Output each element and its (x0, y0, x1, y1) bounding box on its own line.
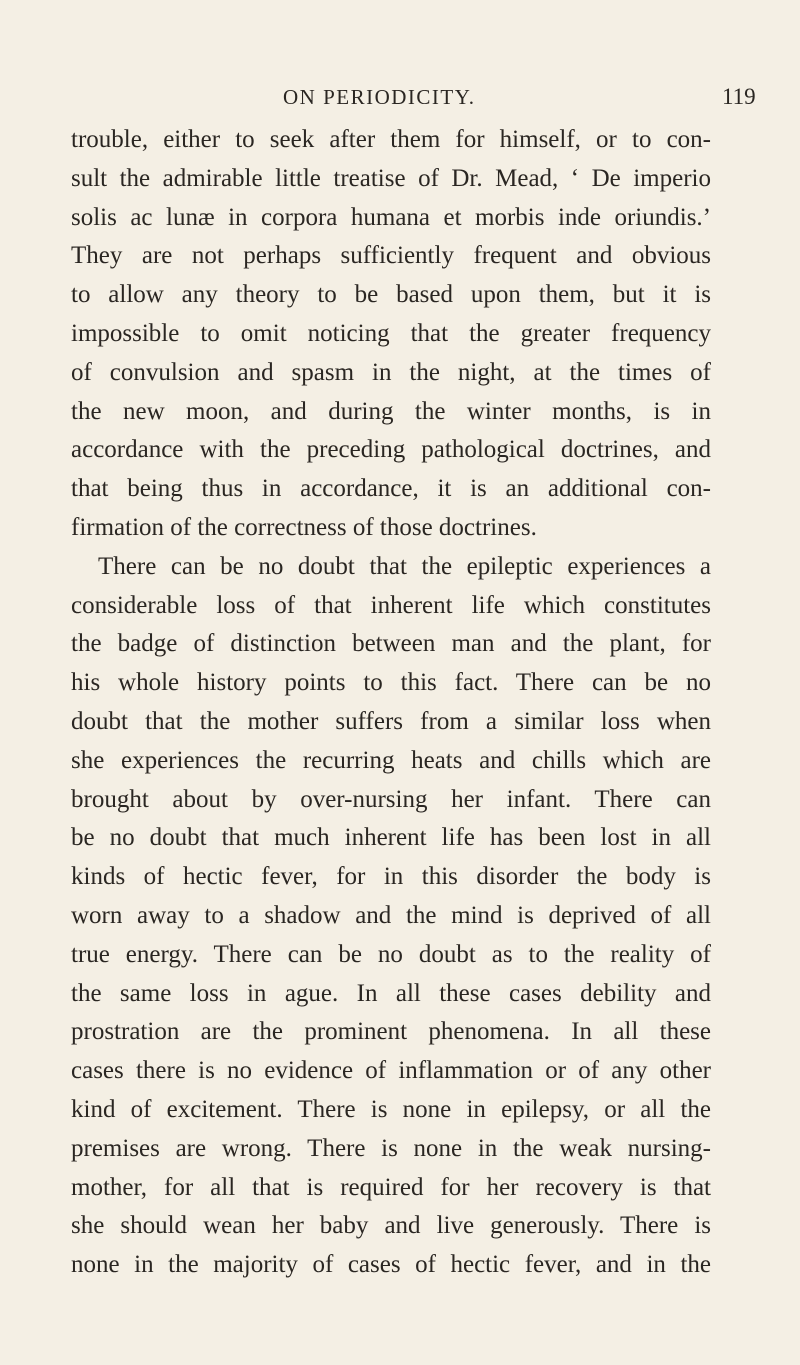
text-line: that being thus in accordance, it is an additional con- (71, 475, 711, 503)
text-line: she should wean her baby and live generously. There is (71, 1212, 711, 1240)
text-line: the same loss in ague. In all these cases debility and (71, 979, 711, 1007)
text-line: kind of excitement. There is none in epilepsy, or all the (71, 1095, 711, 1123)
text-line: sult the admirable little treatise of Dr. Mead, ‘ De imperio (71, 164, 711, 192)
text-line: worn away to a shadow and the mind is deprived of all (71, 901, 711, 929)
running-header (0, 80, 800, 114)
running-title: ON PERIODICITY. (283, 85, 476, 109)
text-line: impossible to omit noticing that the greater frequency (71, 319, 711, 347)
text-line: brought about by over-nursing her infant. There can (71, 785, 711, 813)
text-line: his whole history points to this fact. There can be no (71, 669, 711, 697)
text-line: the new moon, and during the winter months, is in (71, 397, 711, 425)
page-number: 119 (722, 84, 756, 109)
text-line: prostration are the prominent phenomena. In all these (71, 1018, 711, 1046)
text-line: of convulsion and spasm in the night, at the times of (71, 358, 711, 386)
body-text (71, 121, 711, 1285)
text-line: mother, for all that is required for her recovery is that (71, 1173, 711, 1201)
text-line: be no doubt that much inherent life has been lost in all (71, 824, 711, 852)
text-line: trouble, either to seek after them for himself, or to con- (71, 126, 711, 153)
text-line: cases there is no evidence of inflammation or of any other (71, 1057, 711, 1085)
text-line: premises are wrong. There is none in the weak nursing- (71, 1134, 711, 1162)
text-line: doubt that the mother suffers from a similar loss when (71, 707, 711, 735)
text-line: considerable loss of that inherent life which constitutes (71, 591, 711, 619)
text-line: solis ac lunæ in corpora humana et morbis inde oriundis.’ (71, 203, 711, 231)
text-line: accordance with the preceding pathological doctrines, and (71, 436, 711, 464)
text-line: firmation of the correctness of those doctrines. (71, 513, 537, 541)
text-line: she experiences the recurring heats and chills which are (71, 746, 711, 774)
text-line: true energy. There can be no doubt as to the reality of (71, 940, 711, 968)
text-line: There can be no doubt that the epileptic experiences a (98, 552, 711, 580)
text-line: the badge of distinction between man and the plant, for (71, 630, 711, 658)
text-line: to allow any theory to be based upon them, but it is (71, 281, 711, 309)
text-line: kinds of hectic fever, for in this disorder the body is (71, 863, 711, 891)
text-line: They are not perhaps sufficiently frequent and obvious (71, 242, 711, 270)
text-line: none in the majority of cases of hectic fever, and in the (71, 1251, 711, 1279)
